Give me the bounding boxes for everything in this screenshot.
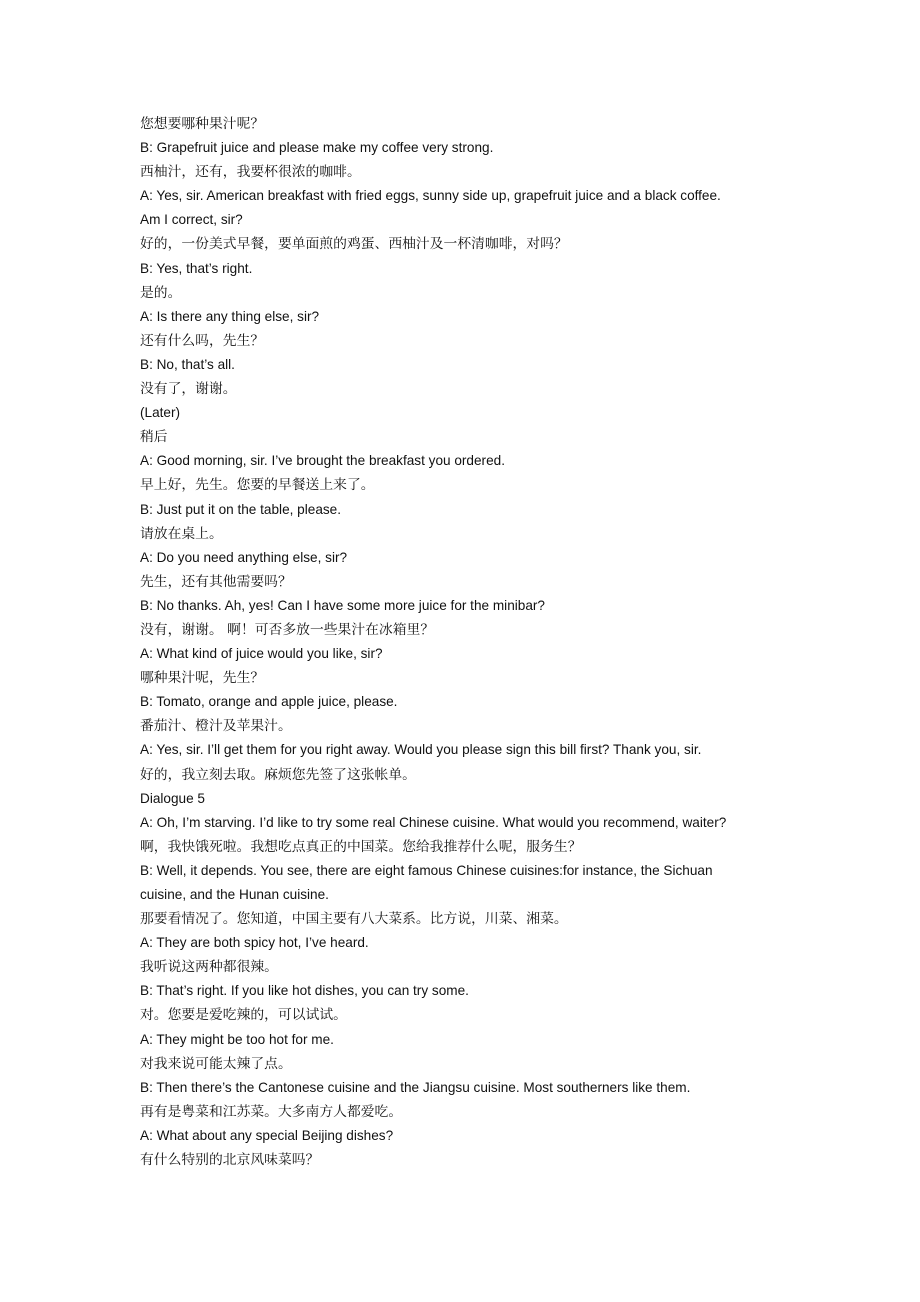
dialogue-text	[140, 112, 800, 1172]
english-dialogue-line: A: Yes, sir. American breakfast with fried eggs, sunny side up, grapefruit juice and a black coffee.	[140, 188, 721, 204]
english-dialogue-line: B: Well, it depends. You see, there are eight famous Chinese cuisines:for instance, the Sichuan	[140, 862, 713, 878]
chinese-translation-line: 没有，谢谢。 啊！可否多放一些果汁在冰箱里？	[140, 621, 435, 638]
chinese-translation-line: 西柚汁，还有，我要杯很浓的咖啡。	[140, 164, 361, 181]
english-dialogue-line: A: Oh, I’m starving. I’d like to try some real Chinese cuisine. What would you recommend, waiter?	[140, 814, 727, 830]
chinese-translation-line: 好的，一份美式早餐，要单面煎的鸡蛋、西柚汁及一杯清咖啡，对吗？	[140, 236, 568, 253]
english-dialogue-line: A: Yes, sir. I’ll get them for you right away. Would you please sign this bill first? Thank you, sir.	[140, 742, 702, 758]
english-dialogue-line: A: They might be too hot for me.	[140, 1031, 334, 1047]
chinese-translation-line: 没有了，谢谢。	[140, 381, 237, 398]
english-dialogue-line: Am I correct, sir?	[140, 212, 243, 228]
english-dialogue-line: A: Good morning, sir. I’ve brought the breakfast you ordered.	[140, 453, 505, 469]
chinese-translation-line: 对。您要是爱吃辣的，可以试试。	[140, 1007, 347, 1024]
english-dialogue-line: A: What about any special Beijing dishes?	[140, 1127, 394, 1143]
chinese-translation-line: 先生，还有其他需要吗？	[140, 573, 292, 590]
chinese-translation-line: 我听说这两种都很辣。	[140, 959, 278, 976]
english-dialogue-line: A: What kind of juice would you like, sir?	[140, 646, 383, 662]
chinese-translation-line: 稍后	[140, 429, 168, 446]
english-dialogue-line: (Later)	[140, 405, 181, 421]
chinese-translation-line: 再有是粤菜和江苏菜。大多南方人都爱吃。	[140, 1103, 403, 1120]
english-dialogue-line: B: Then there’s the Cantonese cuisine and the Jiangsu cuisine. Most southerners like them.	[140, 1079, 691, 1095]
chinese-translation-line: 有什么特别的北京风味菜吗？	[140, 1152, 320, 1169]
chinese-translation-line: 对我来说可能太辣了点。	[140, 1055, 292, 1072]
english-dialogue-line: B: That’s right. If you like hot dishes, you can try some.	[140, 983, 469, 999]
chinese-translation-line: 您想要哪种果汁呢？	[140, 116, 265, 132]
english-dialogue-line: A: Do you need anything else, sir?	[140, 549, 348, 565]
english-dialogue-line: Dialogue 5	[140, 790, 205, 806]
english-dialogue-line: B: Yes, that’s right.	[140, 260, 253, 276]
english-dialogue-line: B: No, that’s all.	[140, 356, 235, 372]
english-dialogue-line: B: Just put it on the table, please.	[140, 501, 342, 517]
chinese-translation-line: 啊，我快饿死啦。我想吃点真正的中国菜。您给我推荐什么呢，服务生？	[140, 838, 582, 855]
chinese-translation-line: 早上好，先生。您要的早餐送上来了。	[140, 477, 375, 494]
english-dialogue-line: B: No thanks. Ah, yes! Can I have some more juice for the minibar?	[140, 597, 545, 613]
english-dialogue-line: cuisine, and the Hunan cuisine.	[140, 887, 329, 902]
chinese-translation-line: 那要看情况了。您知道，中国主要有八大菜系。比方说，川菜、湘菜。	[140, 911, 568, 928]
chinese-translation-line: 是的。	[140, 284, 182, 301]
chinese-translation-line: 好的，我立刻去取。麻烦您先签了这张帐单。	[140, 766, 416, 783]
chinese-translation-line: 请放在桌上。	[140, 525, 223, 542]
english-dialogue-line: B: Grapefruit juice and please make my coffee very strong.	[140, 140, 494, 156]
english-dialogue-line: A: They are both spicy hot, I’ve heard.	[140, 935, 369, 951]
chinese-translation-line: 哪种果汁呢，先生？	[140, 670, 265, 687]
english-dialogue-line: B: Tomato, orange and apple juice, please.	[140, 694, 398, 710]
english-dialogue-line: A: Is there any thing else, sir?	[140, 308, 320, 324]
chinese-translation-line: 番茄汁、橙汁及苹果汁。	[140, 718, 292, 735]
chinese-translation-line: 还有什么吗，先生？	[140, 332, 265, 349]
